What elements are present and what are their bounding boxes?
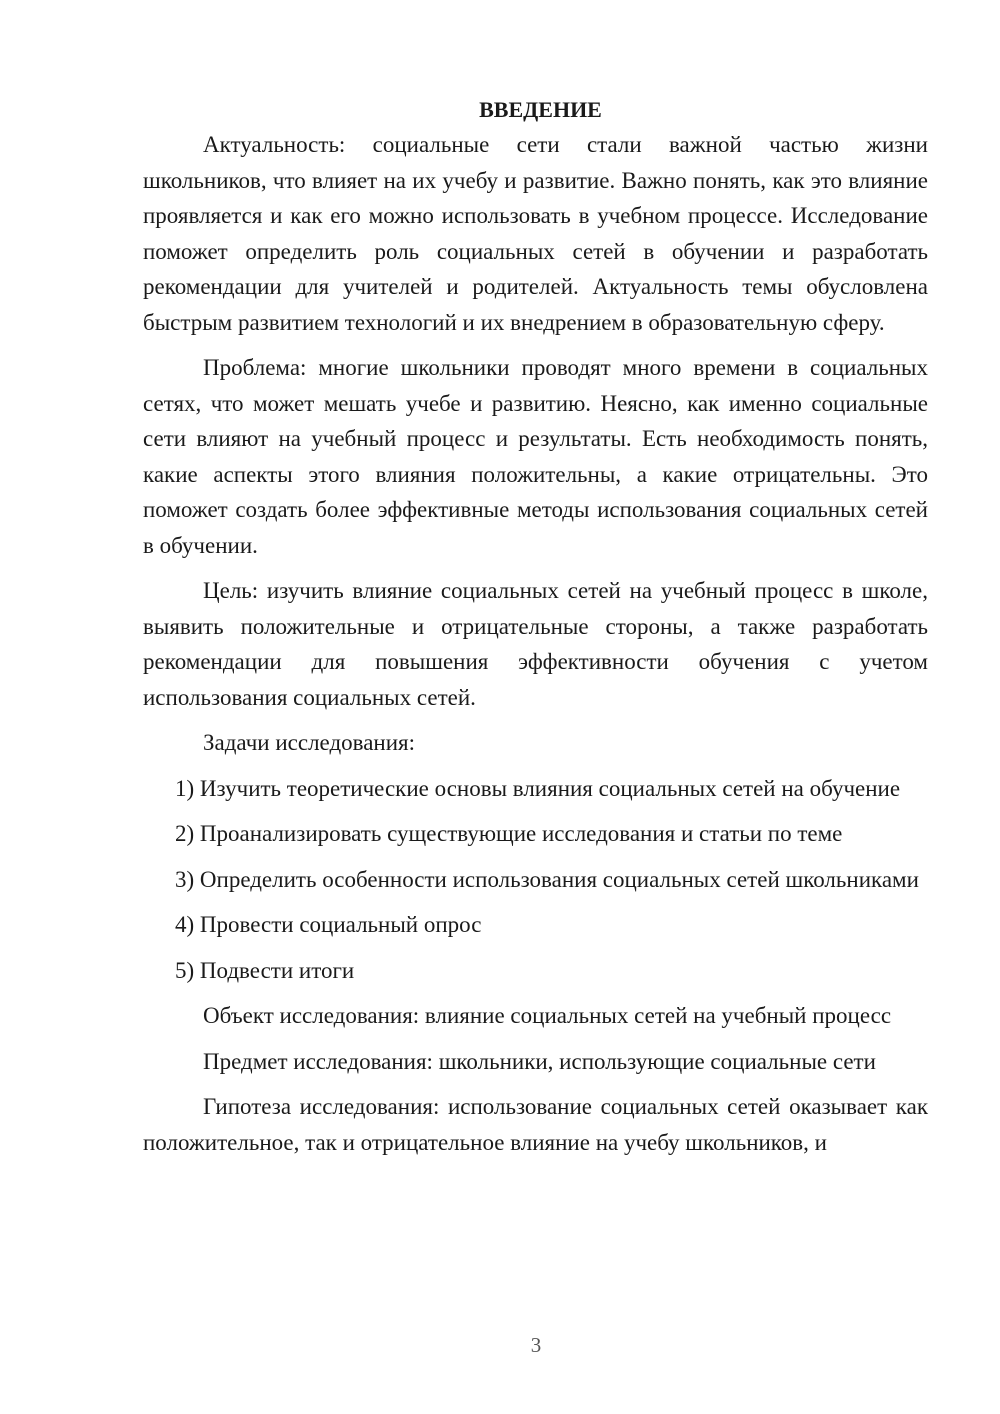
page-title: ВВЕДЕНИЕ bbox=[479, 97, 602, 122]
document-page bbox=[143, 92, 928, 1160]
subject-paragraph: Предмет исследования: школьники, использующие социальные сети bbox=[203, 1048, 876, 1074]
task-item: 3) Определить особенности использования социальных сетей школьниками bbox=[175, 866, 919, 892]
problem-paragraph: Проблема: многие школьники проводят много времени в социальных сетях, что может мешать учебе и развитию. Неясно, как именно социальные сети влияют на учебный процесс и результаты. Есть необходимость понять, какие аспекты этого влияния положительны, а какие отрицательны. Это поможет создать более эффективные методы использования социальных сетей в обучении. bbox=[143, 355, 928, 558]
page-number: 3 bbox=[530, 1333, 542, 1357]
task-item: 5) Подвести итоги bbox=[175, 957, 355, 983]
tasks-label: Задачи исследования: bbox=[203, 730, 416, 755]
goal-paragraph: Цель: изучить влияние социальных сетей на учебный процесс в школе, выявить положительные и отрицательные стороны, а также разработать рекомендации для повышения эффективности обучения с учетом использования социальных сетей. bbox=[143, 578, 928, 710]
task-item: 4) Провести социальный опрос bbox=[175, 912, 482, 937]
relevance-paragraph: Актуальность: социальные сети стали важной частью жизни школьников, что влияет на их учебу и развитие. Важно понять, как это влияние проявляется и как его можно использовать в учебном процессе. Исследование поможет определить роль социальных сетей в обучении и разработать рекомендации для учителей и родителей. Актуальность темы обусловлена быстрым развитием технологий и их внедрением в образовательную сферу. bbox=[143, 132, 928, 335]
object-paragraph: Объект исследования: влияние социальных сетей на учебный процесс bbox=[203, 1003, 892, 1028]
hypothesis-paragraph: Гипотеза исследования: использование социальных сетей оказывает как положительное, так и отрицательное влияние на учебу школьников, и bbox=[143, 1094, 928, 1155]
task-item: 1) Изучить теоретические основы влияния социальных сетей на обучение bbox=[175, 775, 901, 801]
task-item: 2) Проанализировать существующие исследования и статьи по теме bbox=[175, 821, 843, 846]
